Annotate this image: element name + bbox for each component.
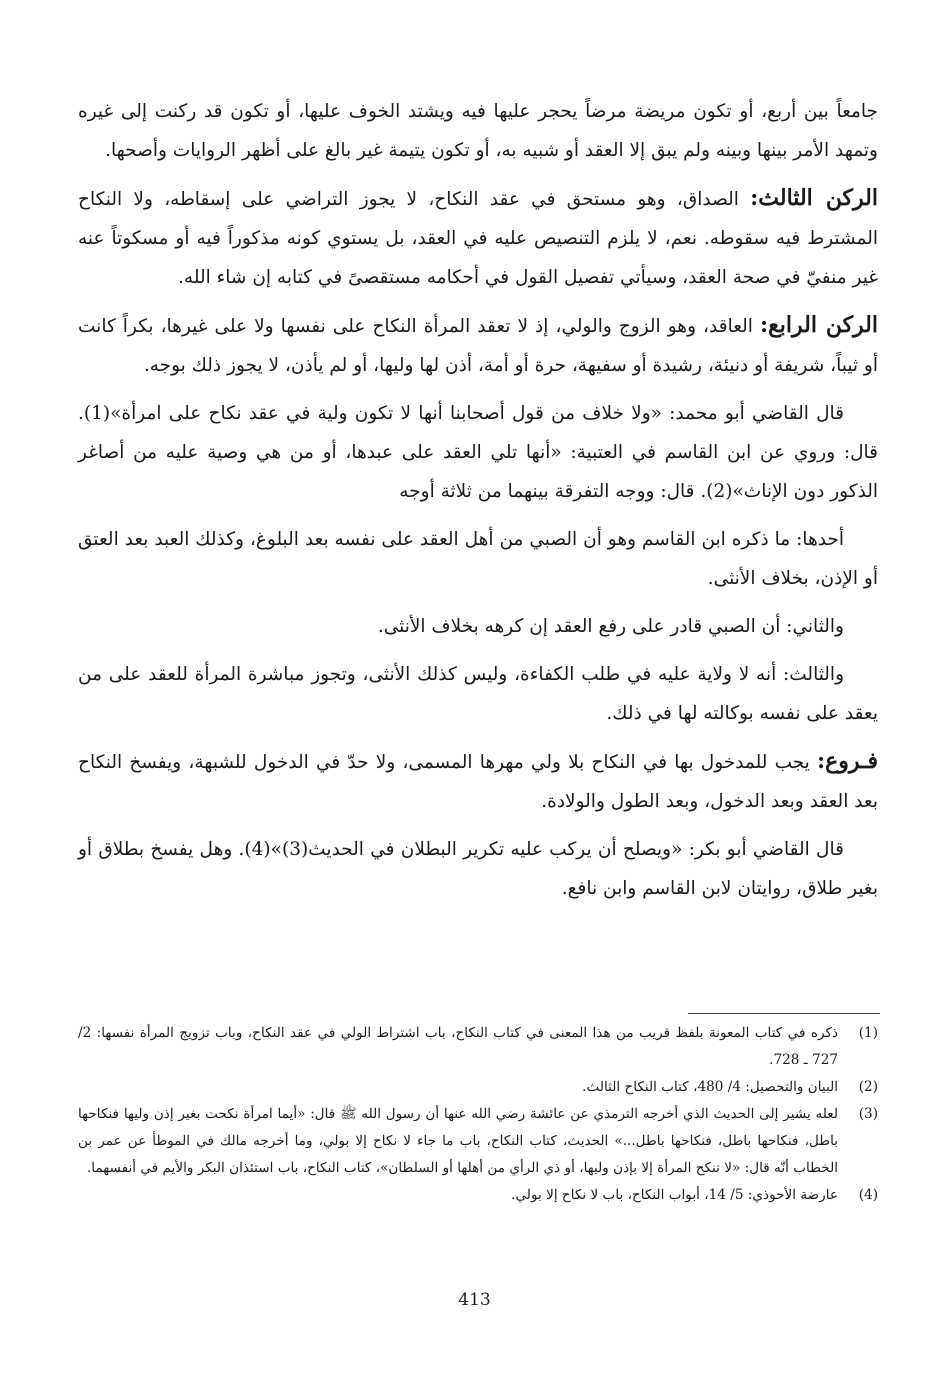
footnotes xyxy=(78,1020,878,1209)
footnote-number: (1) xyxy=(858,1025,878,1041)
footnote-number: (4) xyxy=(858,1187,878,1203)
footnote-item xyxy=(78,1182,878,1209)
paragraph-heading: فـروع: xyxy=(817,748,878,774)
footnote-number: (3) xyxy=(858,1106,878,1122)
paragraph-heading: الركن الرابع: xyxy=(759,312,878,338)
paragraph-third-pillar xyxy=(78,179,878,297)
footnote-text: ذكره في كتاب المعونة بلفظ قريب من هذا المعنى في كتاب النكاح، باب اشتراط الولي في عقد النكاح، وباب تزويج المرأة نفسها: 2/ 727 ـ 728. xyxy=(78,1025,838,1068)
paragraph-text: جامعاً بين أربع، أو تكون مريضة مرضاً يحجر عليها فيه ويشتد الخوف عليها، أو تكون قد ركنت إلى غيره وتمهد الأمر بينها وبينه ولم يبق إلا العقد أو شبيه به، أو تكون يتيمة غير بالغ على أظهر الروايات وأصحها. xyxy=(78,101,878,161)
paragraph-heading: الركن الثالث: xyxy=(750,185,878,211)
paragraph-text: والثالث: أنه لا ولاية عليه في طلب الكفاءة، وليس كذلك الأنثى، وتجوز مباشرة المرأة للعقد على من يعقد على نفسه بوكالته لها في ذلك. xyxy=(78,664,878,724)
footnote-text: عارضة الأحوذي: 5/ 14، أبواب النكاح، باب لا نكاح إلا بولي. xyxy=(511,1187,838,1203)
paragraph-fourth-pillar xyxy=(78,306,878,385)
footnote-text: لعله يشير إلى الحديث الذي أخرجه الترمذي عن عائشة رضي الله عنها أن رسول الله ﷺ قال: «أيما امرأة نكحت بغير إذن وليها فنكاحها باطل، فنكاحها باطل، فنكاحها باطل...» الحديث، كتاب النكاح، باب ما جاء لا نكاح إلا بولي، وما أخرجه مالك في الموطأ عن عمر بن الخطاب أنّه قال: «لا تنكح المرأة إلا بإذن وليها، أو ذي الرأي من أهلها أو السلطان»، كتاب النكاح، باب استئذان البكر والأيم في أنفسهما. xyxy=(78,1106,838,1176)
paragraph-abu-muhammad-quote xyxy=(78,394,878,511)
paragraph-abu-bakr-quote xyxy=(78,830,878,908)
paragraph-branches xyxy=(78,742,878,821)
main-text xyxy=(78,92,878,917)
paragraph-text: قال القاضي أبو محمد: «ولا خلاف من قول أصحابنا أنها لا تكون ولية في عقد نكاح على امرأة»(1). قال: وروي عن ابن القاسم في العتبية: «أنها تلي العقد على عبدها، أو من هي وصية عليه من أصاغر الذكور دون الإناث»(2). قال: ووجه التفرقة بينهما من ثلاثة أوجه xyxy=(78,403,878,502)
paragraph-continuation xyxy=(78,92,878,170)
paragraph-text: أحدها: ما ذكره ابن القاسم وهو أن الصبي من أهل العقد على نفسه بعد البلوغ، وكذلك العبد بعد العتق أو الإذن، بخلاف الأنثى. xyxy=(78,529,878,589)
paragraph-first-reason xyxy=(78,520,878,598)
footnote-text: البيان والتحصيل: 4/ 480، كتاب النكاح الثالث. xyxy=(582,1079,838,1095)
paragraph-text: يجب للمدخول بها في النكاح بلا ولي مهرها المسمى، ولا حدّ في الدخول للشبهة، ويفسخ النكاح بعد العقد وبعد الدخول، وبعد الطول والولادة. xyxy=(78,752,878,812)
footnote-number: (2) xyxy=(858,1079,878,1095)
paragraph-text: العاقد، وهو الزوج والولي، إذ لا تعقد المرأة النكاح على نفسها ولا على غيرها، بكراً كانت أو ثيباً، شريفة أو دنيئة، رشيدة أو سفيهة، حرة أو أمة، أذن لها وليها، أو لم يأذن، لا يجوز ذلك بوجه. xyxy=(78,316,878,376)
paragraph-third-reason xyxy=(78,655,878,733)
footnote-item xyxy=(78,1101,878,1182)
footnote-divider xyxy=(688,1013,880,1014)
paragraph-text: قال القاضي أبو بكر: «ويصلح أن يركب عليه تكرير البطلان في الحديث(3)»(4). وهل يفسخ بطلاق أو بغير طلاق، روايتان لابن القاسم وابن نافع. xyxy=(78,839,878,899)
page-number: 413 xyxy=(458,1290,491,1310)
paragraph-text: والثاني: أن الصبي قادر على رفع العقد إن كرهه بخلاف الأنثى. xyxy=(377,616,844,637)
paragraph-second-reason xyxy=(78,607,878,646)
footnote-item xyxy=(78,1074,878,1101)
paragraph-text: الصداق، وهو مستحق في عقد النكاح، لا يجوز التراضي على إسقاطه، ولا النكاح المشترط فيه سقوطه. نعم، لا يلزم التنصيص عليه في العقد، بل يستوي كونه مذكوراً فيه أو مسكوتاً عنه غير منفيّ في صحة العقد، وسيأتي تفصيل القول في أحكامه مستقصىً في كتابه إن شاء الله. xyxy=(78,189,878,288)
footnote-item xyxy=(78,1020,878,1074)
